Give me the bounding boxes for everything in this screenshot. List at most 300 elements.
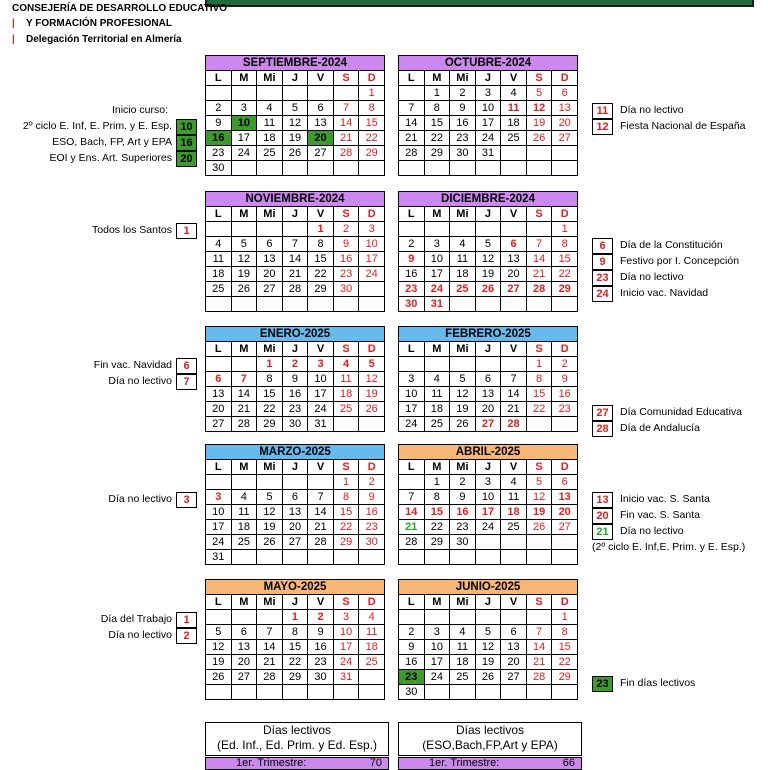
day-cell: 10 [475,490,501,505]
day-cell: 7 [282,237,308,252]
day-cell: 14 [333,116,359,131]
day-cell: 15 [359,116,385,131]
bullet-marker: | [12,34,15,45]
weekday-header: J [282,595,308,610]
week-row [399,161,578,176]
weekday-header: J [282,342,308,357]
day-cell [308,685,334,700]
day-cell: 2 [399,237,425,252]
day-cell: 6 [552,86,578,101]
day-cell: 26 [231,282,257,297]
day-cell: 23 [282,402,308,417]
day-cell: 27 [257,282,283,297]
day-cell: 10 [359,237,385,252]
day-cell: 11 [231,505,257,520]
day-cell: 9 [282,372,308,387]
day-cell: 23 [450,520,476,535]
day-cell: 27 [552,520,578,535]
day-cell: 17 [206,520,232,535]
weekday-header: J [282,71,308,86]
week-row [399,535,578,550]
day-cell: 8 [359,101,385,116]
month-table [398,70,578,176]
day-cell: 12 [450,387,476,402]
day-cell: 12 [282,116,308,131]
weekday-header: D [552,71,578,86]
week-row [399,402,578,417]
summary-trimestre1-secundaria [398,757,582,770]
day-cell: 17 [399,402,425,417]
note-no-lectivo-marzo-value: 3 [176,492,197,508]
summary-t1-value: 70 [369,757,382,769]
day-cell [282,297,308,312]
day-cell [450,610,476,625]
week-row [206,146,385,161]
day-cell: 12 [475,640,501,655]
day-cell: 6 [206,372,232,387]
day-cell: 3 [206,490,232,505]
week-row [206,685,385,700]
day-cell [308,550,334,565]
day-cell [501,297,527,312]
day-cell [282,685,308,700]
note-jun23: Fin días lectivos [620,677,696,689]
day-cell: 21 [333,131,359,146]
day-cell: 18 [450,655,476,670]
day-cell [206,297,232,312]
day-cell: 3 [475,475,501,490]
day-cell: 16 [333,252,359,267]
day-cell: 29 [308,282,334,297]
day-cell: 27 [308,146,334,161]
day-cell [552,146,578,161]
day-cell [257,86,283,101]
top-banner-bar [205,0,754,7]
weekday-header: L [206,342,232,357]
week-row [399,131,578,146]
day-cell [501,146,527,161]
day-cell [501,535,527,550]
day-cell: 21 [231,402,257,417]
weekday-header: S [526,71,552,86]
weekday-header: M [231,207,257,222]
day-cell [282,161,308,176]
day-cell: 28 [282,282,308,297]
day-cell: 29 [257,417,283,432]
day-cell: 27 [282,535,308,550]
note-no-lectivo-marzo: Día no lectivo [108,493,172,505]
month-table [205,459,385,565]
day-cell: 24 [333,655,359,670]
day-cell [399,357,425,372]
weekday-header: V [501,342,527,357]
note-oct12: Fiesta Nacional de España [620,120,746,132]
day-cell [526,146,552,161]
week-row [206,116,385,131]
day-cell [399,550,425,565]
day-cell [526,610,552,625]
day-cell [333,161,359,176]
day-cell [450,550,476,565]
bullet-marker: | [12,18,15,29]
day-cell: 1 [257,357,283,372]
day-cell: 7 [501,372,527,387]
week-row [206,282,385,297]
day-cell: 19 [282,131,308,146]
day-cell: 7 [399,101,425,116]
month-title: ABRIL-2025 [398,444,578,459]
day-cell: 22 [359,131,385,146]
day-cell: 3 [424,625,450,640]
week-row [399,670,578,685]
header-line2 [12,18,172,29]
week-row [399,655,578,670]
week-row [206,655,385,670]
day-cell [231,86,257,101]
week-row [206,520,385,535]
day-cell: 28 [308,535,334,550]
day-cell: 26 [257,535,283,550]
day-cell [282,86,308,101]
summary-box-primaria-title: Días lectivos [262,723,332,737]
day-cell: 1 [333,475,359,490]
day-cell: 22 [424,131,450,146]
day-cell: 21 [282,267,308,282]
day-cell: 10 [231,116,257,131]
day-cell: 24 [308,402,334,417]
day-cell: 30 [206,161,232,176]
day-cell [475,357,501,372]
day-cell: 4 [231,490,257,505]
day-cell: 19 [475,267,501,282]
week-row [399,640,578,655]
day-cell: 30 [359,535,385,550]
week-row [399,490,578,505]
day-cell: 3 [475,86,501,101]
day-cell: 18 [450,267,476,282]
day-cell: 29 [424,146,450,161]
header-line3 [12,34,182,45]
day-cell: 10 [424,252,450,267]
day-cell [450,297,476,312]
note-dic24-value: 24 [592,286,613,302]
note-dic6: Día de la Constitución [620,239,723,251]
note-dic9-value: 9 [592,254,613,270]
week-row [399,505,578,520]
month-calendar [205,191,385,312]
day-cell: 21 [399,520,425,535]
weekday-header: S [333,71,359,86]
note-jun23-value: 23 [592,676,613,692]
day-cell: 26 [359,402,385,417]
day-cell: 5 [475,237,501,252]
day-cell: 28 [526,282,552,297]
summary-box-secundaria [398,722,582,756]
day-cell: 21 [501,402,527,417]
day-cell: 26 [282,146,308,161]
day-cell [526,685,552,700]
day-cell: 11 [501,101,527,116]
note-dia-trabajo: Día del Trabajo [100,613,172,625]
day-cell [231,475,257,490]
day-cell: 18 [501,505,527,520]
day-cell: 13 [501,252,527,267]
day-cell: 3 [359,222,385,237]
weekday-header: V [308,71,334,86]
week-row [206,490,385,505]
day-cell [231,357,257,372]
day-cell: 4 [333,357,359,372]
day-cell: 22 [526,402,552,417]
day-cell: 7 [399,490,425,505]
day-cell: 20 [501,655,527,670]
month-calendar [205,444,385,565]
day-cell [231,685,257,700]
day-cell: 4 [359,610,385,625]
month-title: DICIEMBRE-2024 [398,191,578,206]
day-cell: 1 [359,86,385,101]
day-cell: 29 [333,535,359,550]
day-cell: 28 [526,670,552,685]
week-row [206,131,385,146]
day-cell [333,685,359,700]
day-cell: 26 [450,417,476,432]
day-cell: 18 [501,116,527,131]
day-cell: 3 [399,372,425,387]
day-cell: 5 [257,490,283,505]
day-cell: 26 [526,131,552,146]
week-row [206,252,385,267]
day-cell: 13 [257,252,283,267]
summary-trimestre1-primaria [205,757,389,770]
note-dic23-value: 23 [592,270,613,286]
note-dic24: Inicio vac. Navidad [620,287,709,299]
note-no-lectivo-enero: Día no lectivo [108,375,172,387]
day-cell [333,417,359,432]
day-cell: 1 [526,357,552,372]
day-cell: 11 [206,252,232,267]
day-cell: 8 [333,490,359,505]
day-cell [526,550,552,565]
day-cell: 11 [333,372,359,387]
day-cell: 11 [450,252,476,267]
day-cell [424,357,450,372]
week-row [399,282,578,297]
day-cell: 17 [231,131,257,146]
day-cell [206,610,232,625]
day-cell: 13 [308,116,334,131]
week-row [399,357,578,372]
day-cell: 17 [424,267,450,282]
summary-box-secundaria-title: Días lectivos [455,723,525,737]
day-cell [552,417,578,432]
note-abr21: Día no lectivo [620,525,684,537]
day-cell [231,550,257,565]
note-no-lectivo-mayo: Día no lectivo [108,629,172,641]
day-cell: 25 [359,655,385,670]
day-cell: 8 [282,625,308,640]
week-row [206,640,385,655]
day-cell: 21 [526,267,552,282]
day-cell: 19 [526,505,552,520]
day-cell [359,685,385,700]
weekday-header: M [231,595,257,610]
day-cell: 14 [231,387,257,402]
day-cell: 11 [359,625,385,640]
day-cell: 4 [501,86,527,101]
day-cell: 6 [257,237,283,252]
day-cell: 20 [206,402,232,417]
day-cell [399,475,425,490]
day-cell [308,297,334,312]
weekday-header: M [424,460,450,475]
week-row [206,297,385,312]
day-cell [424,685,450,700]
note-dia-trabajo-value: 1 [176,612,197,628]
note-abr21-detail: (2º ciclo E. Inf,E. Prim. y E. Esp.) [592,541,746,553]
day-cell: 20 [282,520,308,535]
day-cell: 20 [552,505,578,520]
day-cell: 15 [552,640,578,655]
day-cell [475,685,501,700]
day-cell: 13 [501,640,527,655]
week-row [206,86,385,101]
day-cell [475,161,501,176]
day-cell: 24 [424,282,450,297]
day-cell: 6 [308,101,334,116]
day-cell: 2 [308,610,334,625]
day-cell: 13 [231,640,257,655]
day-cell: 23 [333,267,359,282]
day-cell: 1 [552,610,578,625]
week-row [399,237,578,252]
month-title: SEPTIEMBRE-2024 [205,55,385,70]
day-cell: 12 [231,252,257,267]
day-cell: 2 [359,475,385,490]
weekday-header: V [308,207,334,222]
note-eso-value: 16 [176,135,197,151]
day-cell [450,357,476,372]
day-cell: 5 [475,625,501,640]
weekday-header: Mi [450,71,476,86]
day-cell [257,610,283,625]
weekday-header: L [399,595,425,610]
day-cell: 22 [552,655,578,670]
day-cell [359,417,385,432]
day-cell: 9 [450,101,476,116]
day-cell: 28 [257,670,283,685]
day-cell: 17 [475,116,501,131]
day-cell: 13 [552,101,578,116]
day-cell: 1 [552,222,578,237]
day-cell: 19 [206,655,232,670]
weekday-header: Mi [450,595,476,610]
day-cell: 2 [450,86,476,101]
day-cell: 27 [206,417,232,432]
day-cell: 30 [450,535,476,550]
note-dic6-value: 6 [592,238,613,254]
day-cell [333,550,359,565]
week-row [206,550,385,565]
day-cell: 24 [231,146,257,161]
weekday-header: S [526,342,552,357]
day-cell [552,297,578,312]
day-cell [424,222,450,237]
day-cell: 31 [206,550,232,565]
day-cell: 7 [526,625,552,640]
day-cell: 26 [475,670,501,685]
weekday-header: J [475,460,501,475]
day-cell: 21 [257,655,283,670]
weekday-header: Mi [450,460,476,475]
day-cell: 14 [501,387,527,402]
week-row [206,267,385,282]
note-oct12-value: 12 [592,119,613,135]
day-cell: 20 [231,655,257,670]
day-cell: 23 [399,670,425,685]
note-eoi-value: 20 [176,151,197,167]
week-row [399,146,578,161]
month-calendar [205,326,385,432]
day-cell: 9 [450,490,476,505]
day-cell: 25 [206,282,232,297]
day-cell [501,685,527,700]
day-cell [526,417,552,432]
day-cell: 31 [333,670,359,685]
month-title: JUNIO-2025 [398,579,578,594]
day-cell: 2 [399,625,425,640]
day-cell: 9 [399,252,425,267]
day-cell: 11 [450,640,476,655]
month-table [398,459,578,565]
week-row [206,670,385,685]
day-cell: 6 [552,475,578,490]
week-row [399,372,578,387]
day-cell: 2 [450,475,476,490]
day-cell [257,161,283,176]
day-cell: 10 [475,101,501,116]
day-cell: 15 [333,505,359,520]
day-cell: 19 [231,267,257,282]
day-cell: 1 [424,86,450,101]
day-cell [501,610,527,625]
week-row [399,297,578,312]
day-cell: 22 [552,267,578,282]
day-cell: 25 [333,402,359,417]
day-cell: 30 [399,297,425,312]
week-row [206,387,385,402]
day-cell: 11 [424,387,450,402]
day-cell: 1 [308,222,334,237]
day-cell: 15 [308,252,334,267]
day-cell: 5 [282,101,308,116]
day-cell [359,297,385,312]
weekday-header: V [501,460,527,475]
day-cell: 5 [206,625,232,640]
day-cell: 23 [399,282,425,297]
day-cell [475,222,501,237]
month-calendar [398,55,578,176]
day-cell: 16 [450,116,476,131]
day-cell: 15 [257,387,283,402]
day-cell: 16 [399,267,425,282]
day-cell: 28 [399,535,425,550]
day-cell: 29 [282,670,308,685]
day-cell: 12 [257,505,283,520]
day-cell: 30 [333,282,359,297]
day-cell: 20 [552,116,578,131]
note-abr20: Fin vac. S. Santa [620,509,700,521]
